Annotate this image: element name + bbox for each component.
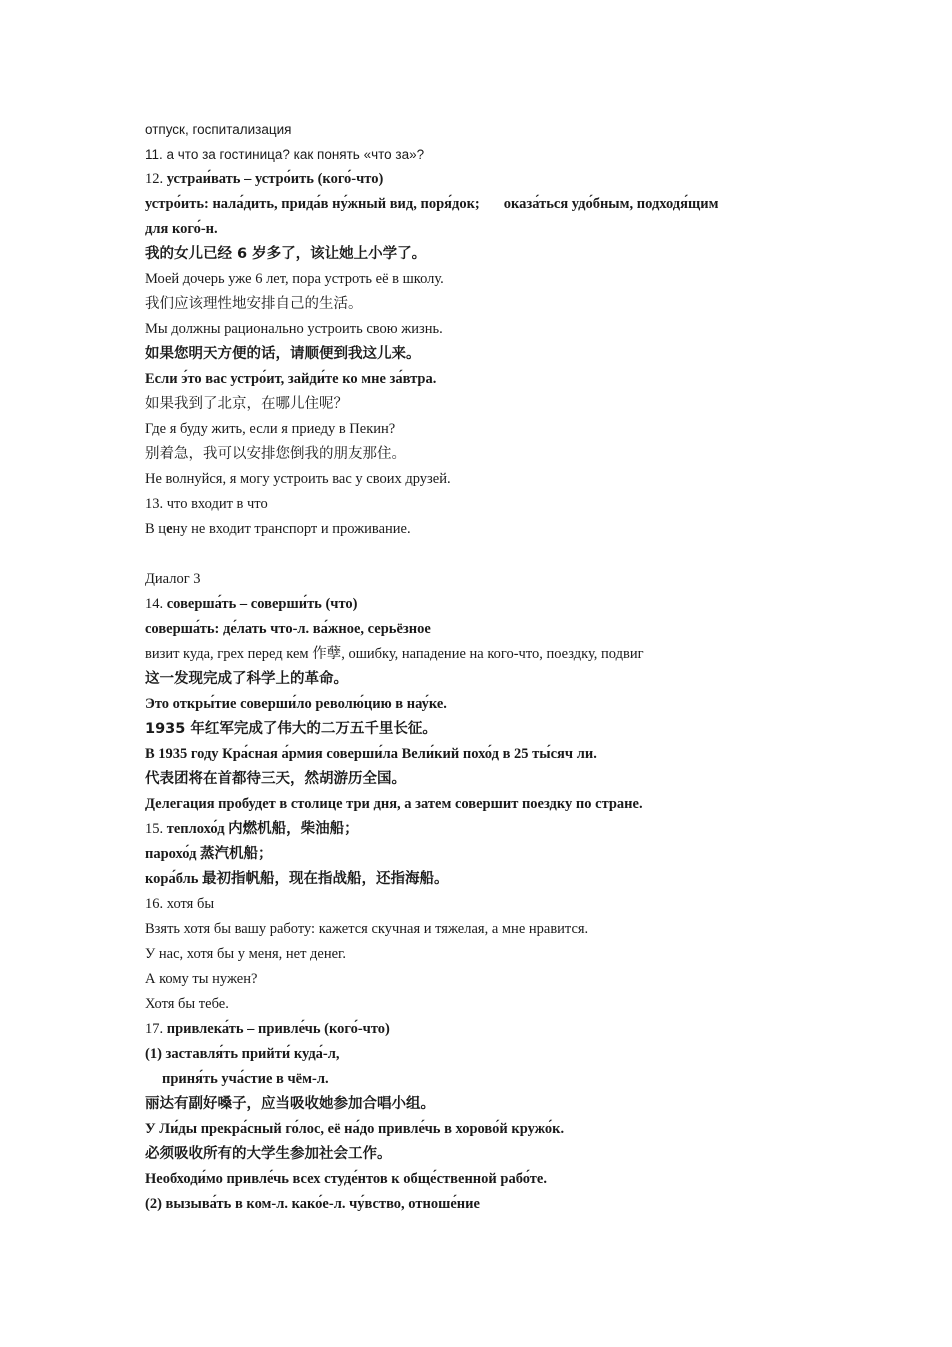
text-line: отпуск, госпитализация xyxy=(145,122,292,137)
chinese-example: 如果我到了北京，在哪儿住呢？ xyxy=(145,396,348,412)
chinese-example: 1935 年红军完成了伟大的二万五千里长征。 xyxy=(145,721,437,737)
text-line: В 1935 году Кра́сная а́рмия соверши́ла Вели́кий похо́д в 25 ты́сяч ли. xyxy=(145,746,597,762)
headword: соверша́ть – соверши́ть (что) xyxy=(166,596,358,612)
item-number: 15. xyxy=(145,821,167,837)
text-line: Моей дочерь уже 6 лет, пора устроть её в школу. xyxy=(145,271,444,287)
headword: теплохо́д 内燃机船，柴油船； xyxy=(166,821,359,837)
definition-line: приня́ть уча́стие в чём-л. xyxy=(162,1071,329,1087)
chinese-example: 我的女儿已经 6 岁多了，该让她上小学了。 xyxy=(145,246,427,262)
text-line xyxy=(145,517,865,542)
text-line xyxy=(145,1017,865,1042)
text-line: Делегация пробудет в столице три дня, а затем совершит поездку по стране. xyxy=(145,796,643,812)
definition-line: для кого́-н. xyxy=(145,221,218,237)
text-part: ну не входит транспорт и проживание. xyxy=(172,521,411,537)
chinese-example: 这一发现完成了科学上的革命。 xyxy=(145,671,348,687)
text-line xyxy=(145,592,865,617)
definition-part: оказа́ться удо́бным, подходя́щим xyxy=(503,196,719,212)
chinese-example: 别着急，我可以安排您倒我的朋友那住。 xyxy=(145,446,406,462)
text-line: Необходи́мо привле́чь всех студе́нтов к обще́ственной рабо́те. xyxy=(145,1171,547,1187)
headword: устраи́вать – устро́ить (кого́-что) xyxy=(166,171,384,187)
chinese-example: 代表团将在首都待三天，然胡游历全国。 xyxy=(145,771,406,787)
chinese-example: 必须吸收所有的大学生参加社会工作。 xyxy=(145,1146,392,1162)
text-line: 13. что входит в что xyxy=(145,496,268,512)
section-heading: Диалог 3 xyxy=(145,571,201,587)
text-line: У нас, хотя бы у меня, нет денег. xyxy=(145,946,346,962)
chinese-example: 我们应该理性地安排自己的生活。 xyxy=(145,296,363,312)
text-line: А кому ты нужен? xyxy=(145,971,258,987)
text-line: Хотя бы тебе. xyxy=(145,996,229,1012)
text-line: Мы должны рационально устроить свою жизнь. xyxy=(145,321,443,337)
text-line xyxy=(145,167,865,192)
text-line: Не волнуйся, я могу устроить вас у своих друзей. xyxy=(145,471,451,487)
definition-line xyxy=(145,192,865,217)
definition-line: (2) вызыва́ть в ком-л. како́е-л. чу́вство, отноше́ние xyxy=(145,1196,480,1212)
definition-line: соверша́ть: де́лать что-л. ва́жное, серьёзное xyxy=(145,621,431,637)
chinese-example: 丽达有副好嗓子，应当吸收她参加合唱小组。 xyxy=(145,1096,435,1112)
text-line: парохо́д 蒸汽机船； xyxy=(145,846,273,862)
item-number: 17. xyxy=(145,1021,167,1037)
text-line: 11. а что за гостиница? как понять «что за»? xyxy=(145,147,425,162)
document-page xyxy=(145,117,865,1217)
blank-line xyxy=(145,542,865,567)
text-part: В ц xyxy=(145,521,167,537)
headword: привлека́ть – привле́чь (кого́-что) xyxy=(166,1021,390,1037)
text-part: е xyxy=(166,521,173,537)
item-number: 14. xyxy=(145,596,167,612)
definition-line: (1) заставля́ть прийти́ куда́-л, xyxy=(145,1046,340,1062)
text-line: Если э́то вас устро́ит, зайди́те ко мне за́втра. xyxy=(145,371,437,387)
text-line xyxy=(145,817,865,842)
item-number: 12. xyxy=(145,171,167,187)
text-line: 16. хотя бы xyxy=(145,896,215,912)
text-line: Это откры́тие соверши́ло револю́цию в нау́ке. xyxy=(145,696,447,712)
chinese-example: 如果您明天方便的话，请顺便到我这儿来。 xyxy=(145,346,421,362)
definition-part: устро́ить: нала́дить, прида́в ну́жный вид, поря́док; xyxy=(145,196,480,212)
text-line: визит куда, грех перед кем 作孽, ошибку, нападение на кого-что, поездку, подвиг xyxy=(145,646,644,662)
text-line: У Ли́ды прекра́сный го́лос, её на́до привле́чь в хорово́й кружо́к. xyxy=(145,1121,565,1137)
text-line: Взять хотя бы вашу работу: кажется скучная и тяжелая, а мне нравится. xyxy=(145,921,589,937)
text-line: Где я буду жить, если я приеду в Пекин? xyxy=(145,421,396,437)
text-line: кора́бль 最初指帆船，现在指战船，还指海船。 xyxy=(145,871,449,887)
